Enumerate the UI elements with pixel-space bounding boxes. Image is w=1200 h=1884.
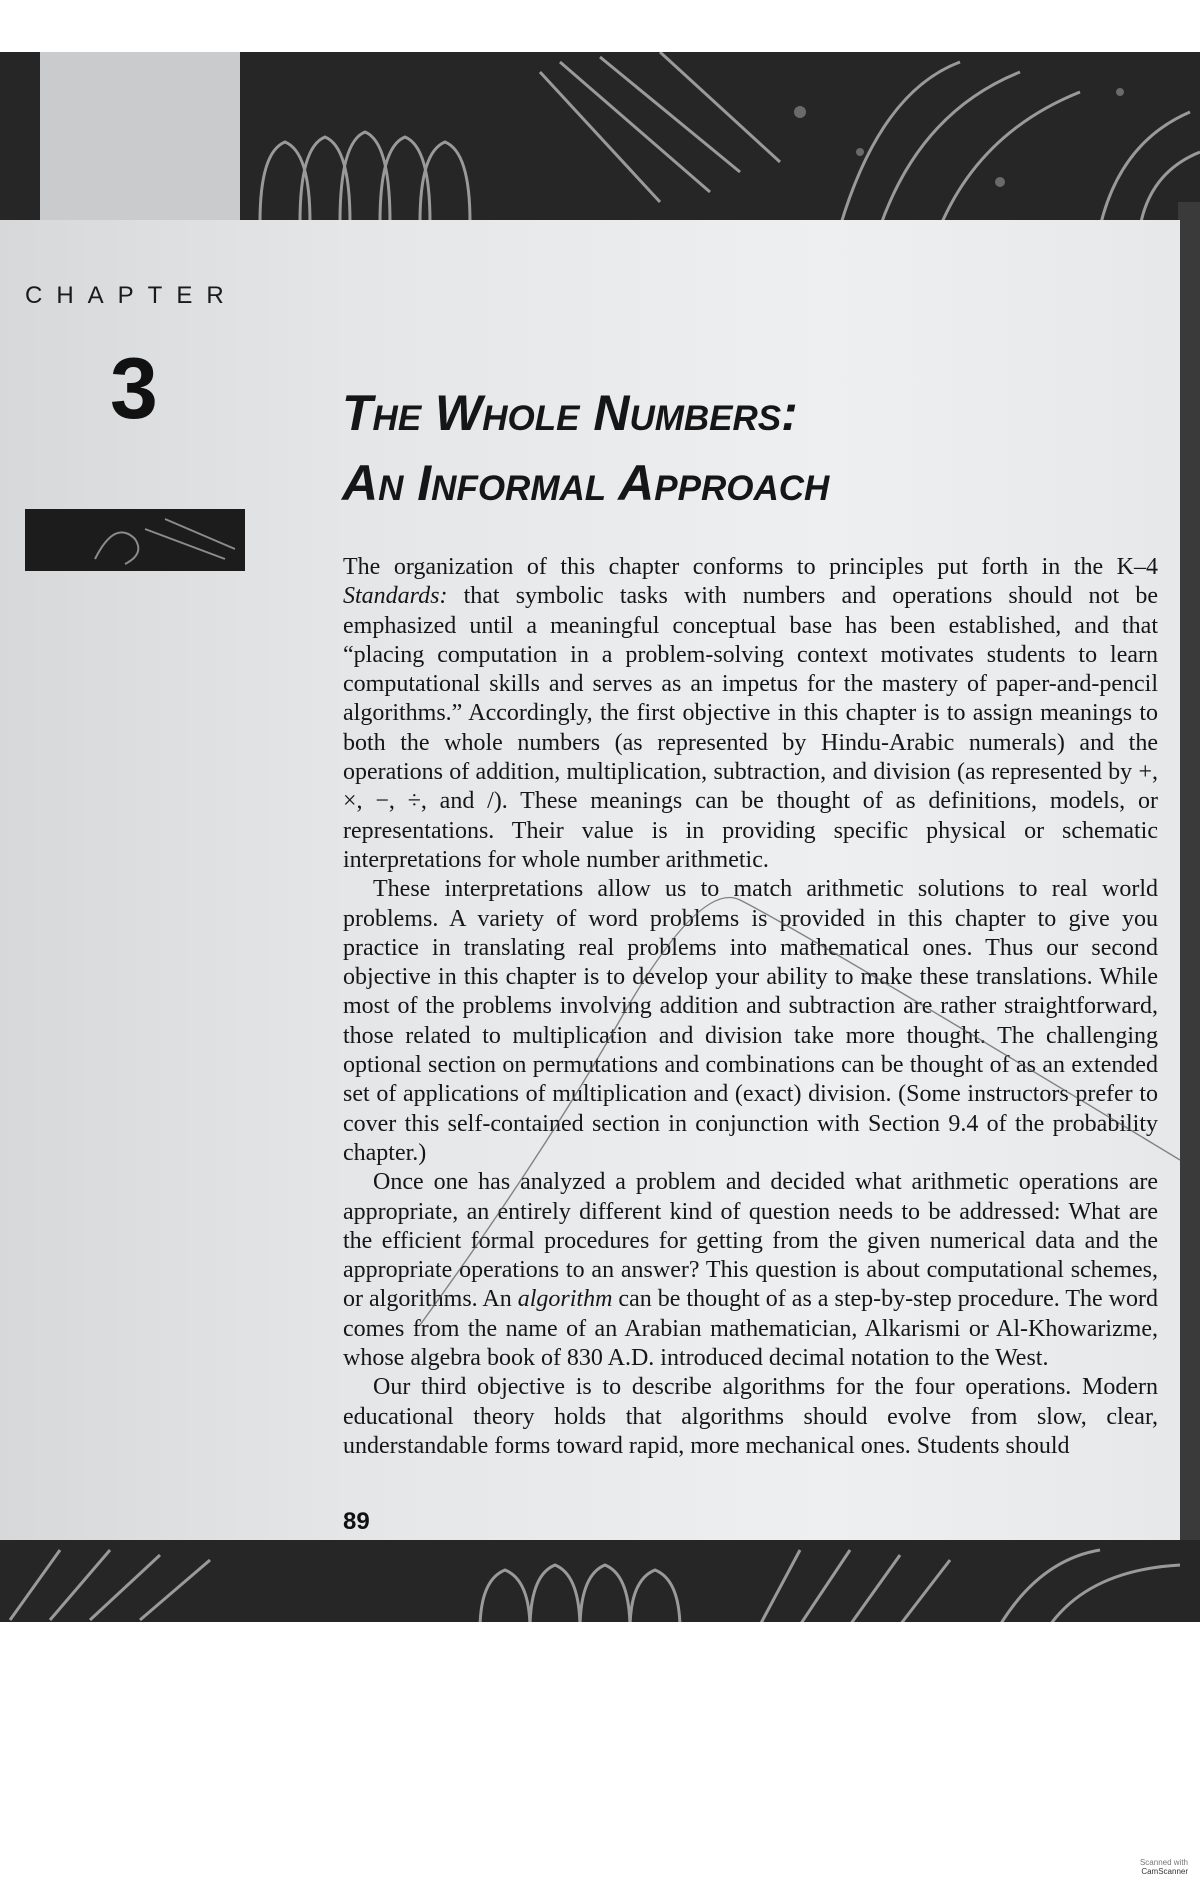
paragraph-1 (343, 553, 1158, 875)
paragraph-3-text-a: Once one has analyzed a problem and decided what arithmetic operations are appropriate, an entirely different kind of question needs to be addressed: What are the efficient formal procedures for getting from the given numerical data and the appropriate operations to an answer? This question is about computational schemes, or algorithms. An (343, 1169, 1158, 1313)
paragraph-2: These interpretations allow us to match arithmetic solutions to real world problems. A variety of word problems is provided in this chapter to give you practice in translating real problems into mathematical ones. Thus our second objective in this chapter is to develop your ability to make these translations. While most of the problems involving addition and subtraction are rather straightforward, those related to multiplication and division take more thought. The challenging optional section on permutations and combinations can be thought of as an extended set of applications of multiplication and (exact) division. (Some instructors prefer to cover this self-contained section in conjunction with Section 9.4 of the probability chapter.) (343, 876, 1158, 1166)
chapter-title (342, 378, 1142, 518)
paragraph-1-text-b: that symbolic tasks with numbers and operations should not be emphasized until a meaningful conceptual base has been established, and that “placing computation in a problem-solving context motivates students to learn computational skills and serves as an impetus for the mastery of paper-and-pencil algorithms.” Accordingly, the first objective in this chapter is to assign meanings to both the whole numbers (as represented by Hindu-Arabic numerals) and the operations of addition, multiplication, subtraction, and division (as represented by +, ×, −, ÷, and /). These meanings can be thought of as definitions, models, or representations. Their value is in providing specific physical or schematic interpretations for whole number arithmetic. (343, 583, 1158, 873)
fan-pattern-image (240, 52, 1200, 227)
chapter-title-line-2: An Informal Approach (342, 455, 830, 511)
chapter-title-line-1: The Whole Numbers: (342, 385, 798, 441)
page-number: 89 (343, 1508, 370, 1535)
watermark-line-1: Scanned with (1139, 1858, 1188, 1867)
paragraph-4: Our third objective is to describe algorithms for the four operations. Modern educational theory holds that algorithms should evolve from slow, clear, understandable forms toward rapid, more mechanical ones. Students should (343, 1374, 1158, 1459)
scanner-watermark (1140, 1858, 1188, 1876)
watermark-line-2: CamScanner (1141, 1867, 1188, 1876)
chapter-number: 3 (110, 341, 158, 437)
decorative-border-top-left (0, 52, 40, 227)
paragraph-3 (343, 1168, 1158, 1373)
chapter-label: CHAPTER (25, 282, 238, 309)
fan-pattern-bottom-image (0, 1540, 1200, 1622)
decorative-border-bottom (0, 1540, 1200, 1622)
decorative-border-top (240, 52, 1200, 227)
body-text (343, 553, 1158, 1461)
paragraph-3-emphasis: algorithm (517, 1286, 613, 1313)
paragraph-1-text-a: The organization of this chapter conforms to principles put forth in the K–4 (343, 554, 1158, 580)
decorative-border-right (1178, 202, 1200, 1542)
chapter-emblem-image (25, 509, 245, 571)
paragraph-1-emphasis: Standards: (343, 583, 448, 610)
paragraph-3-text-b: can be thought of as a step-by-step procedure. The word comes from the name of an Arabian mathematician, Alkarismi or Al-Khowarizme, whose algebra book of 830 A.D. introduced decimal notation to the West. (343, 1286, 1158, 1372)
